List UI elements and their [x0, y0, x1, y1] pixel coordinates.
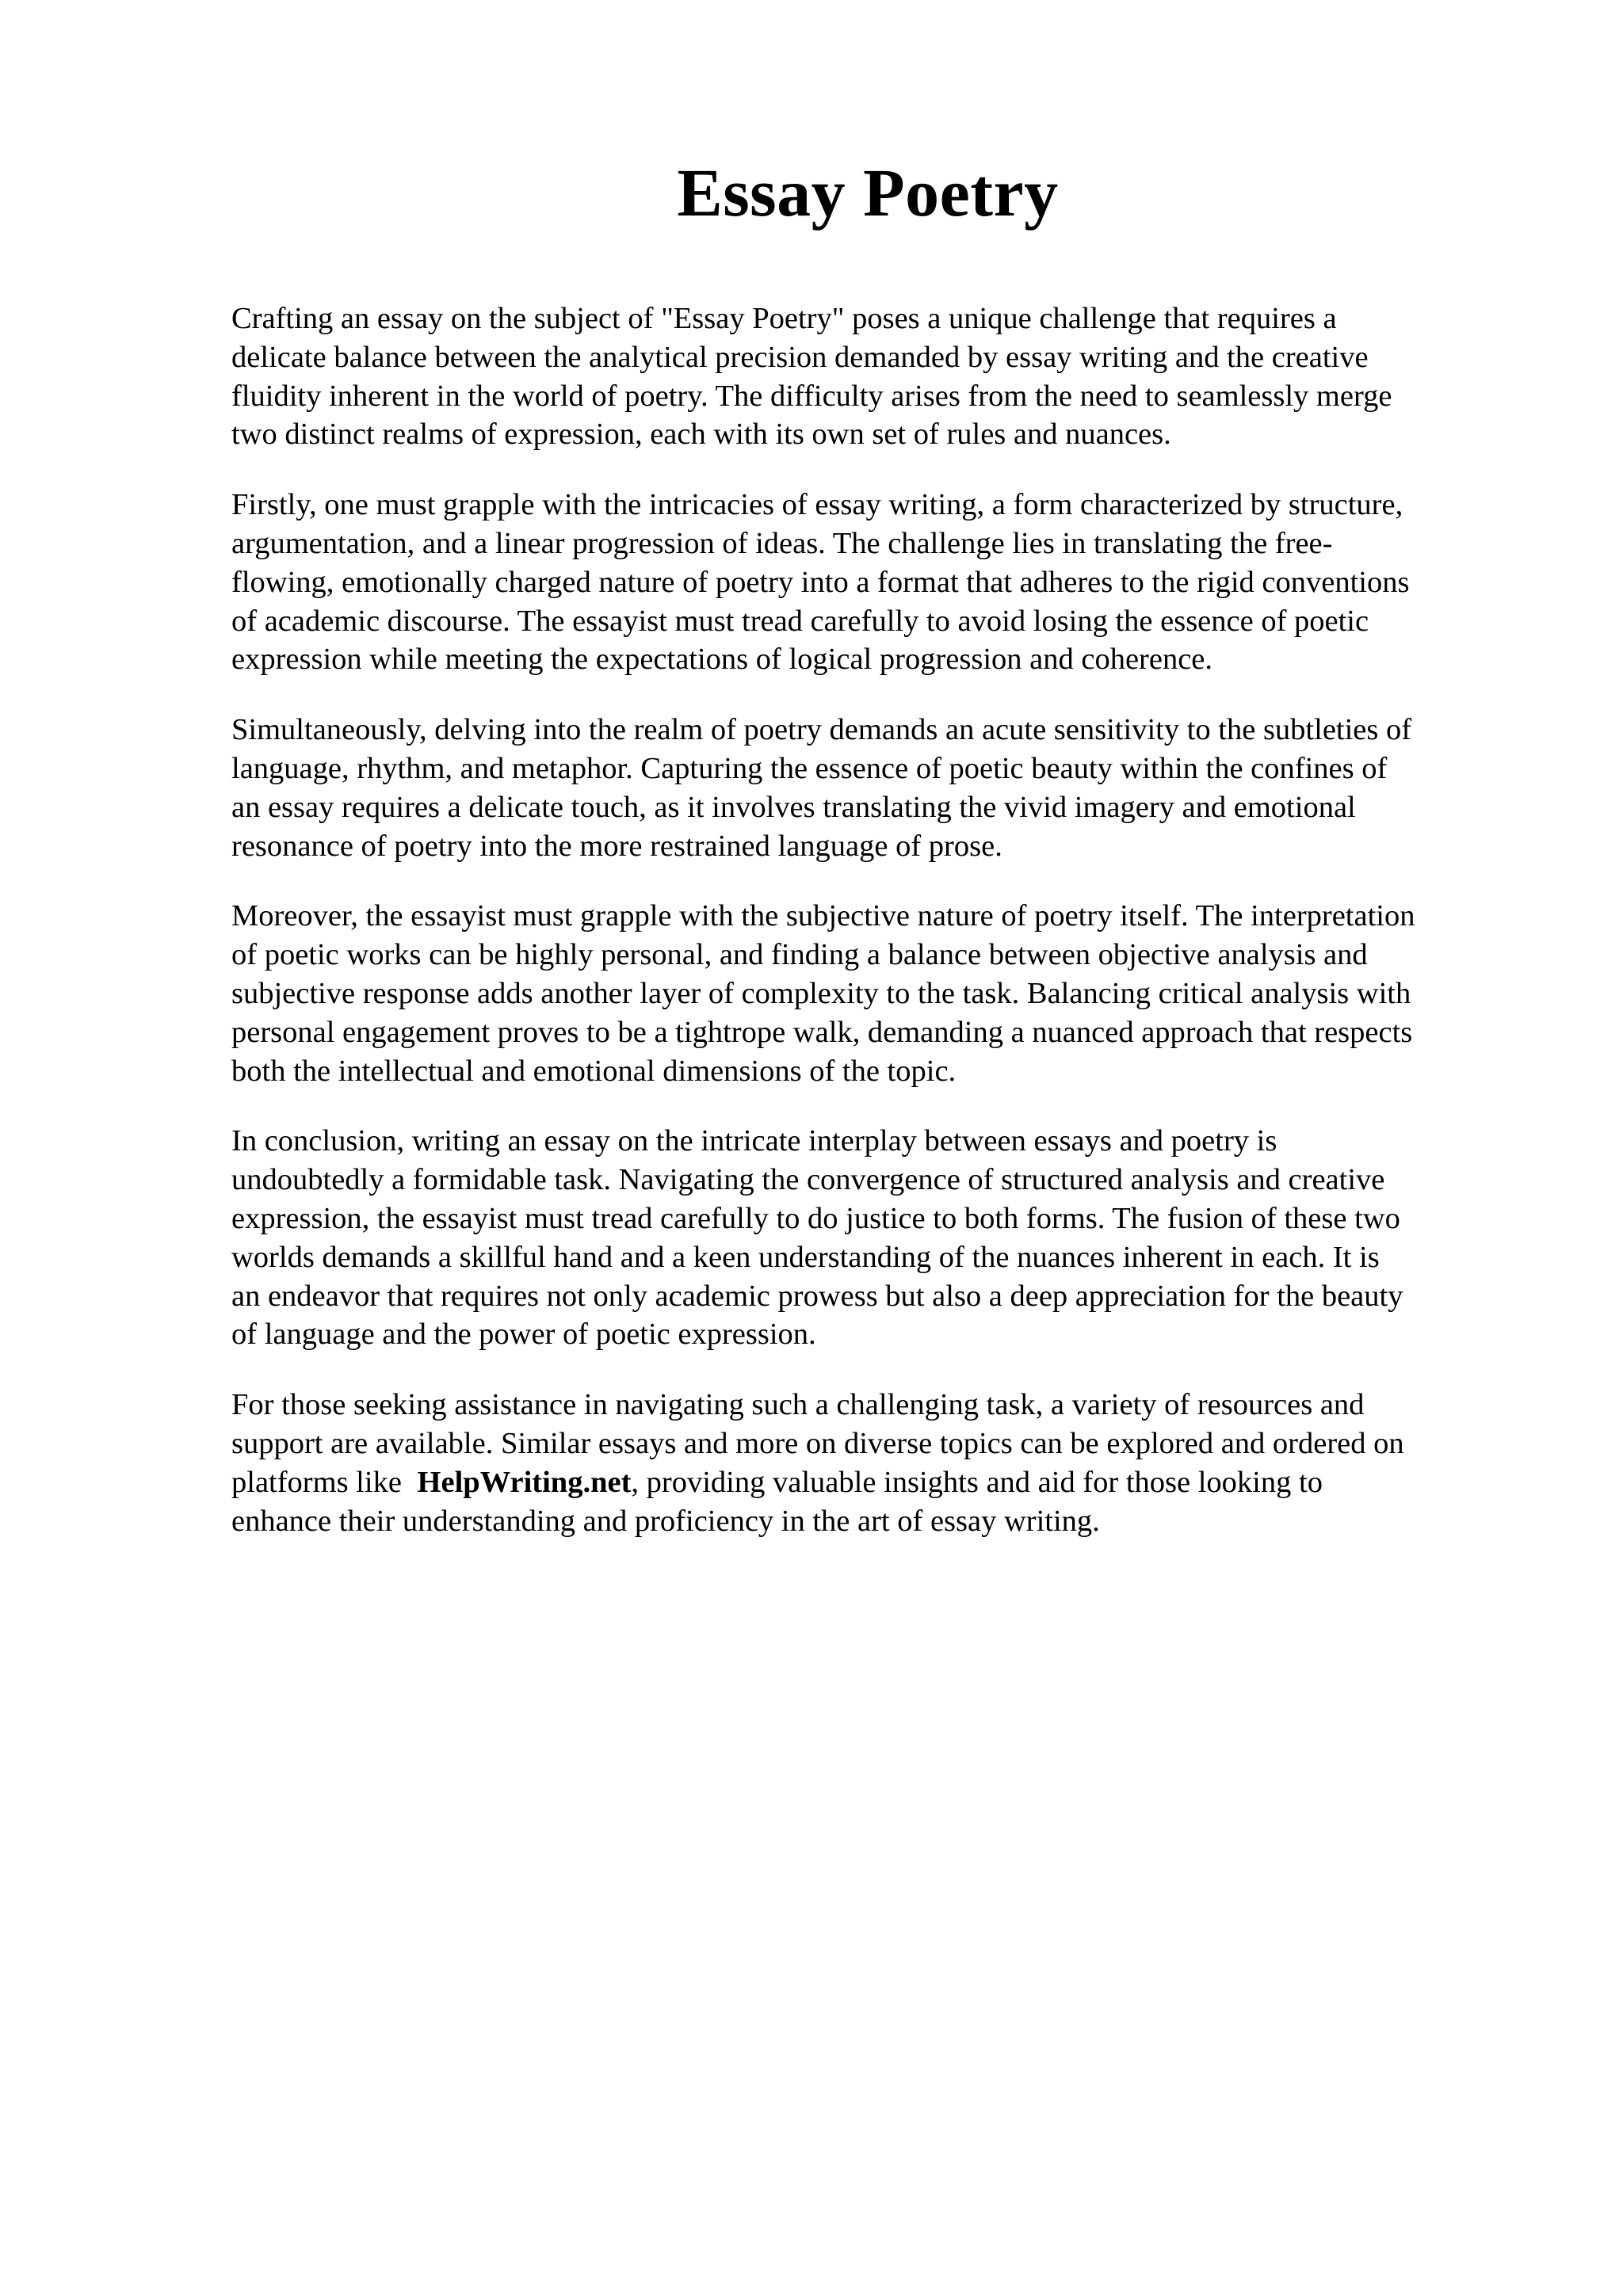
text-line: subjective response adds another layer of complexity to the task. Balancing critical analysis with	[231, 976, 1411, 1010]
text-line: resonance of poetry into the more restrained language of prose.	[231, 829, 1002, 863]
text-line: Crafting an essay on the subject of "Essay Poetry" poses a unique challenge that requires a	[231, 302, 1337, 335]
paragraph-2	[231, 486, 1515, 679]
text-line: an endeavor that requires not only academic prowess but also a deep appreciation for the beauty	[231, 1279, 1403, 1313]
text-fragment: platforms like	[231, 1465, 410, 1499]
text-line: Firstly, one must grapple with the intricacies of essay writing, a form characterized by structure,	[231, 488, 1403, 522]
text-line: support are available. Similar essays and more on diverse topics can be explored and ordered on	[231, 1426, 1404, 1460]
paragraph-1	[231, 299, 1515, 454]
text-line: Simultaneously, delving into the realm of poetry demands an acute sensitivity to the subtleties of	[231, 713, 1412, 747]
text-line: two distinct realms of expression, each with its own set of rules and nuances.	[231, 418, 1171, 452]
text-line: argumentation, and a linear progression of ideas. The challenge lies in translating the free-	[231, 526, 1333, 560]
paragraph-4	[231, 897, 1515, 1090]
text-line: of language and the power of poetic expression.	[231, 1318, 816, 1352]
text-line: Moreover, the essayist must grapple with the subjective nature of poetry itself. The interpretation	[231, 899, 1415, 933]
text-line: worlds demands a skillful hand and a keen understanding of the nuances inherent in each. It is	[231, 1240, 1380, 1274]
text-line: enhance their understanding and proficiency in the art of essay writing.	[231, 1504, 1100, 1538]
helpwriting-link[interactable]: HelpWriting.net	[417, 1465, 632, 1499]
text-line: of academic discourse. The essayist must tread carefully to avoid losing the essence of poetic	[231, 604, 1369, 638]
closing-paragraph	[231, 1386, 1515, 1540]
text-line: In conclusion, writing an essay on the intricate interplay between essays and poetry is	[231, 1124, 1277, 1158]
paragraph-5	[231, 1122, 1515, 1354]
essay-body	[231, 299, 1515, 1572]
text-fragment: , providing valuable insights and aid for those looking to	[631, 1465, 1323, 1499]
text-line: of poetic works can be highly personal, and finding a balance between objective analysis and	[231, 938, 1368, 972]
text-line: flowing, emotionally charged nature of poetry into a format that adheres to the rigid conventions	[231, 565, 1410, 599]
paragraph-3	[231, 711, 1515, 865]
text-line: undoubtedly a formidable task. Navigating the convergence of structured analysis and creative	[231, 1163, 1385, 1197]
text-line: personal engagement proves to be a tightrope walk, demanding a nuanced approach that respects	[231, 1015, 1413, 1049]
text-line: expression, the essayist must tread carefully to do justice to both forms. The fusion of these two	[231, 1201, 1400, 1235]
text-line-with-link	[231, 1463, 1515, 1502]
text-line: both the intellectual and emotional dimensions of the topic.	[231, 1054, 957, 1088]
text-line: fluidity inherent in the world of poetry. The difficulty arises from the need to seamlessly merge	[231, 379, 1392, 413]
text-line: language, rhythm, and metaphor. Capturing the essence of poetic beauty within the confines of	[231, 751, 1388, 785]
text-line: delicate balance between the analytical precision demanded by essay writing and the creative	[231, 340, 1369, 374]
page-title: Essay Poetry	[677, 154, 1059, 231]
text-line: For those seeking assistance in navigating such a challenging task, a variety of resources and	[231, 1388, 1365, 1422]
text-line: expression while meeting the expectations of logical progression and coherence.	[231, 643, 1212, 677]
text-line: an essay requires a delicate touch, as it involves translating the vivid imagery and emotional	[231, 790, 1356, 824]
